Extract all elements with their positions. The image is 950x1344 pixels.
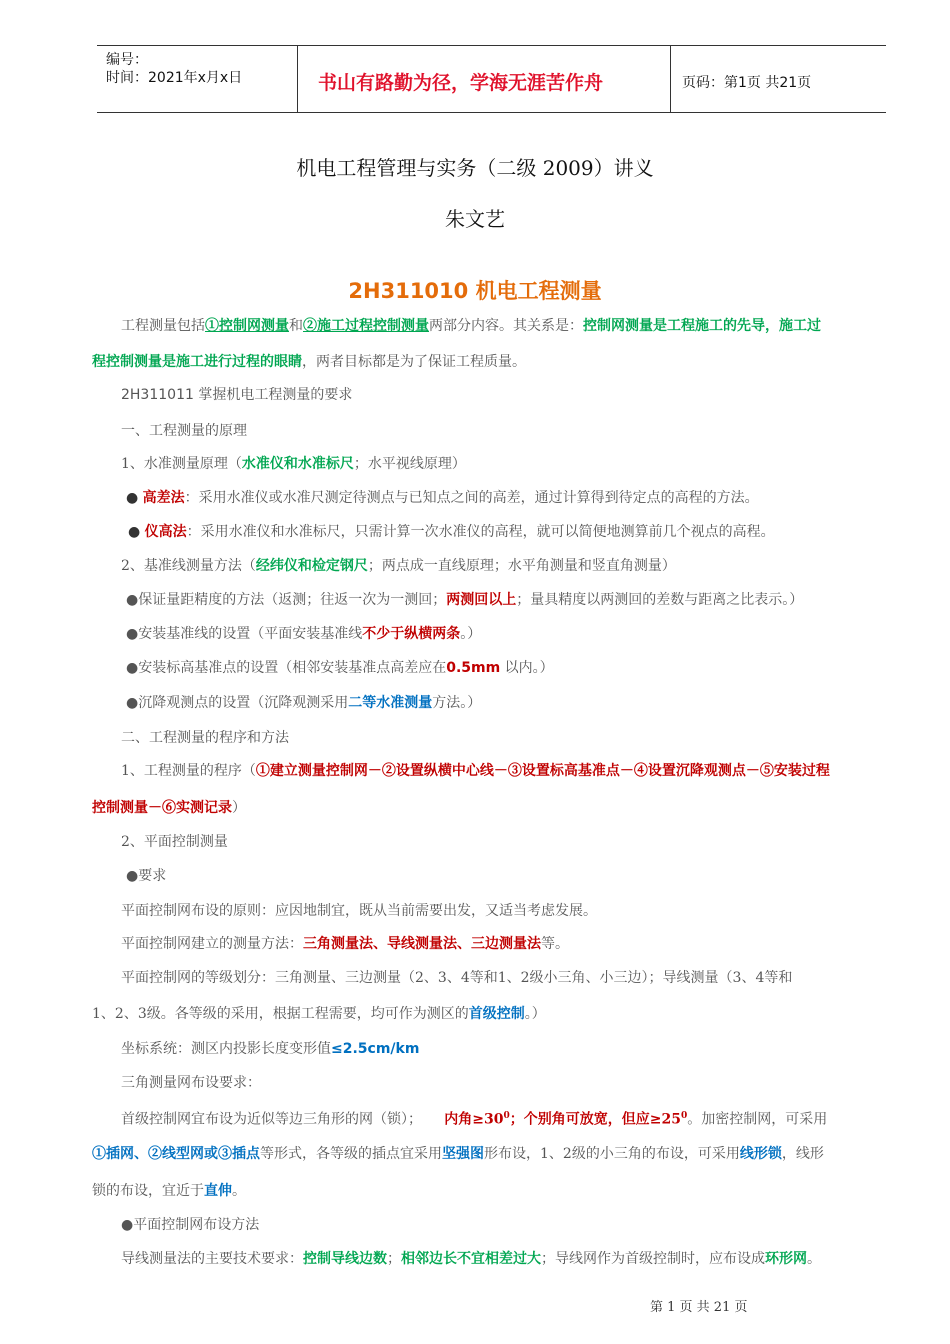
para-1 — [121, 316, 921, 336]
document-author: 朱文艺 — [445, 207, 505, 231]
text: ；两点成一直线原理；水平角测量和竖直角测量） — [367, 558, 676, 574]
text: 。） — [524, 1006, 546, 1022]
subsection-2H311011: 2H311011 掌握机电工程测量的要求 — [121, 387, 353, 403]
text: ，线形 — [781, 1146, 824, 1162]
document-title: 机电工程管理与实务（二级 2009）讲义 — [296, 156, 654, 180]
text: ） — [232, 800, 246, 816]
text: 工程测量包括 — [121, 318, 205, 334]
text: 2、基准线测量方法（ — [121, 558, 256, 574]
header-bottom-border — [97, 112, 886, 113]
highlight: 直伸 — [204, 1183, 232, 1199]
highlight: 控制导线边数 — [303, 1251, 387, 1267]
text: 1、2、3级。各等级的采用，根据工程需要，均可作为测区的 — [92, 1006, 469, 1022]
item-procedure-cont — [92, 798, 892, 818]
highlight: ①插网、②线型网或③插点 — [92, 1146, 260, 1162]
para-traverse — [121, 1249, 921, 1269]
header-top-border — [97, 45, 886, 46]
highlight: 不少于纵横两条 — [362, 626, 461, 642]
text: 平面控制网建立的测量方法： — [121, 936, 303, 952]
text: 。 — [807, 1251, 821, 1267]
highlight: 二等水准测量 — [348, 695, 433, 711]
text: 。加密控制网，可采用 — [687, 1111, 828, 1128]
highlight: 仪高法 — [144, 524, 187, 540]
highlight: ①建立测量控制网－②设置纵横中心线－③设置标高基准点－④设置沉降观测点－⑤安装过程 — [255, 763, 830, 779]
text: ●保证量距精度的方法（返测；往返一次为一测回； — [126, 592, 447, 608]
superscript: 0 — [680, 1111, 688, 1121]
header-page: 页码：第1页 共21页 — [682, 75, 812, 91]
highlight: 控制网测量是工程施工的先导，施工过 — [583, 318, 821, 334]
highlight: ①控制网测量 — [205, 318, 289, 334]
text: 。） — [460, 626, 482, 642]
text: 导线测量法的主要技术要求： — [121, 1251, 303, 1267]
highlight: 控制测量－⑥实测记录 — [92, 800, 232, 816]
para-coordinate — [121, 1039, 921, 1059]
text: 1、工程测量的程序（ — [121, 763, 256, 779]
text: ；量具精度以两测回的差数与距离之比表示。） — [516, 592, 804, 608]
bullet-icon: ● — [128, 524, 141, 540]
text: ；导线网作为首级控制时，应布设成 — [541, 1251, 765, 1267]
text: 和 — [289, 318, 303, 334]
para-triangle-cont-2 — [92, 1181, 892, 1201]
text: ；水平视线原理） — [353, 456, 466, 472]
text: 1、水准测量原理（ — [121, 456, 242, 472]
text: 首级控制网宜布设为近似等边三角形的网（锁）； — [121, 1111, 422, 1128]
text: ，两者目标都是为了保证工程质量。 — [302, 354, 526, 370]
bullet-baseline-setting — [126, 624, 926, 644]
para-principle: 平面控制网布设的原则：应因地制宜，既从当前需要出发，又适当考虑发展。 — [121, 903, 597, 919]
heading-principle: 一、工程测量的原理 — [121, 423, 247, 439]
text: 坐标系统：测区内投影长度变形值 — [121, 1041, 331, 1057]
bullet-icon: ● — [126, 490, 139, 506]
header-divider-2 — [670, 46, 671, 112]
bullet-distance-accuracy — [126, 590, 926, 610]
highlight: 程控制测量是施工进行过程的眼睛 — [92, 354, 302, 370]
bullet-requirements: ●要求 — [126, 868, 167, 884]
bullet-instrument-height — [128, 522, 928, 542]
highlight: 环形网 — [765, 1251, 807, 1267]
item-plane-control: 2、平面控制测量 — [121, 834, 228, 850]
text: 形布设，1、2级的小三角的布设，可采用 — [484, 1146, 740, 1162]
highlight: ≤2.5cm/km — [331, 1041, 420, 1057]
text: 等形式，各等级的插点宜采用 — [260, 1146, 442, 1162]
item-procedure — [121, 761, 921, 781]
highlight: 内角≥30 — [444, 1111, 504, 1128]
item-baseline — [121, 556, 921, 576]
highlight: 线形锁 — [739, 1146, 782, 1162]
highlight: 两测回以上 — [446, 592, 517, 608]
para-methods — [121, 934, 921, 954]
text: 以内。） — [504, 660, 554, 676]
header-time: 时间：2021年x月x日 — [106, 70, 243, 86]
text: 。 — [232, 1183, 246, 1199]
bullet-elevation-benchmark — [126, 658, 926, 678]
highlight: 经纬仪和检定钢尺 — [255, 558, 368, 574]
para-grades-cont — [92, 1004, 892, 1024]
text: ； — [387, 1251, 401, 1267]
para-triangle-req — [121, 1106, 921, 1130]
highlight: ②施工过程控制测量 — [303, 318, 429, 334]
text: 等。 — [541, 936, 569, 952]
header-motto: 书山有路勤为径，学海无涯苦作舟 — [318, 72, 604, 94]
header-number: 编号： — [106, 52, 148, 68]
header-divider-1 — [297, 46, 298, 112]
highlight: 高差法 — [142, 490, 185, 506]
bullet-height-diff — [126, 488, 926, 508]
text: 方法。） — [432, 695, 482, 711]
page-footer: 第 1 页 共 21 页 — [650, 1300, 748, 1315]
text: ●安装基准线的设置（平面安装基准线 — [126, 626, 363, 642]
heading-procedure: 二、工程测量的程序和方法 — [121, 730, 289, 746]
bullet-layout-method: ●平面控制网布设方法 — [121, 1217, 260, 1233]
superscript: 0 — [503, 1111, 510, 1121]
para-1-cont — [92, 352, 892, 372]
highlight: 0.5mm — [446, 660, 501, 676]
para-grades: 平面控制网的等级划分：三角测量、三边测量（2、3、4等和1、2级小三角、小三边）；导线测量（3、4等和 — [121, 970, 793, 986]
highlight: 首级控制 — [468, 1006, 525, 1022]
text: ●沉降观测点的设置（沉降观测采用 — [126, 695, 349, 711]
item-leveling — [121, 454, 921, 474]
para-triangle: 三角测量网布设要求： — [121, 1075, 261, 1091]
bullet-settlement — [126, 693, 926, 713]
text: 锁的布设，宜近于 — [92, 1183, 204, 1199]
text: 两部分内容。其关系是： — [429, 318, 583, 334]
highlight: 坚强图 — [442, 1146, 484, 1162]
text: ●安装标高基准点的设置（相邻安装基准点高差应在 — [126, 660, 447, 676]
text: ：采用水准仪和水准标尺，只需计算一次水准仪的高程，就可以简便地测算前几个视点的高程。 — [186, 524, 775, 540]
highlight: ；个别角可放宽，但应≥25 — [509, 1111, 681, 1128]
highlight: 三角测量法、导线测量法、三边测量法 — [303, 936, 541, 952]
section-heading: 2H311010 机电工程测量 — [348, 279, 602, 303]
para-triangle-cont-1 — [92, 1144, 892, 1164]
text: ：采用水准仪或水准尺测定待测点与已知点之间的高差，通过计算得到待定点的高程的方法。 — [184, 490, 759, 506]
highlight: 水准仪和水准标尺 — [241, 456, 354, 472]
highlight: 相邻边长不宜相差过大 — [401, 1251, 541, 1267]
